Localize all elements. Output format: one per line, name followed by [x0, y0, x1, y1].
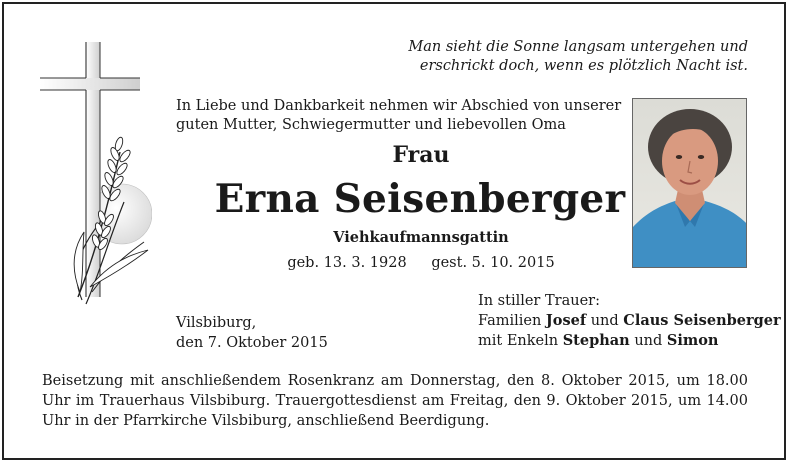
intro-line-2: guten Mutter, Schwiegermutter und liebevollen Oma — [176, 117, 566, 133]
mourners-line-2 — [478, 331, 781, 351]
deceased-name: Erna Seisenberger — [214, 176, 626, 222]
life-dates — [176, 255, 666, 271]
place-date-line: den 7. Oktober 2015 — [176, 335, 328, 351]
cross-with-wheat-icon — [40, 42, 152, 310]
intro-line-1: In Liebe und Dankbarkeit nehmen wir Abschied von unserer — [176, 98, 622, 114]
birth-date: geb. 13. 3. 1928 — [287, 255, 407, 271]
funeral-details: Beisetzung mit anschließendem Rosenkranz am Donnerstag, den 8. Oktober 2015, um 18.00 Uhr im Trauerhaus Vilsbiburg. Trauergottesdienst am Freitag, den 9. Oktober 2015, um 14.00 Uhr in der Pfarrkirche Vilsbiburg, anschließend Beerdigung. — [42, 373, 748, 429]
mourners-block — [478, 291, 781, 351]
salutation: Frau — [392, 142, 450, 168]
mourners-line-1 — [478, 311, 781, 331]
place-date — [176, 313, 328, 353]
portrait-image — [633, 99, 747, 268]
mourners-heading: In stiller Trauer: — [478, 293, 600, 309]
mourner-name-josef: Josef — [545, 312, 587, 329]
quote-line-1: Man sieht die Sonne langsam untergehen und — [408, 39, 748, 55]
mourner-name-stephan: Stephan — [562, 332, 630, 349]
mourner-name-simon: Simon — [666, 332, 719, 349]
mourners-line-2-prefix: mit Enkeln — [478, 333, 563, 349]
epigraph-quote — [368, 38, 748, 76]
death-date: gest. 5. 10. 2015 — [431, 255, 555, 271]
mourners-line-1-prefix: Familien — [478, 313, 546, 329]
mourners-line-1-conj: und — [586, 313, 624, 329]
portrait-photo — [632, 98, 747, 268]
mourner-name-claus: Claus Seisenberger — [623, 312, 781, 329]
occupation: Viehkaufmannsgattin — [333, 229, 509, 246]
intro-text — [176, 97, 622, 135]
place-city: Vilsbiburg, — [176, 315, 257, 331]
quote-line-2: erschrickt doch, wenn es plötzlich Nacht ist. — [419, 58, 748, 74]
mourners-line-2-conj: und — [629, 333, 667, 349]
